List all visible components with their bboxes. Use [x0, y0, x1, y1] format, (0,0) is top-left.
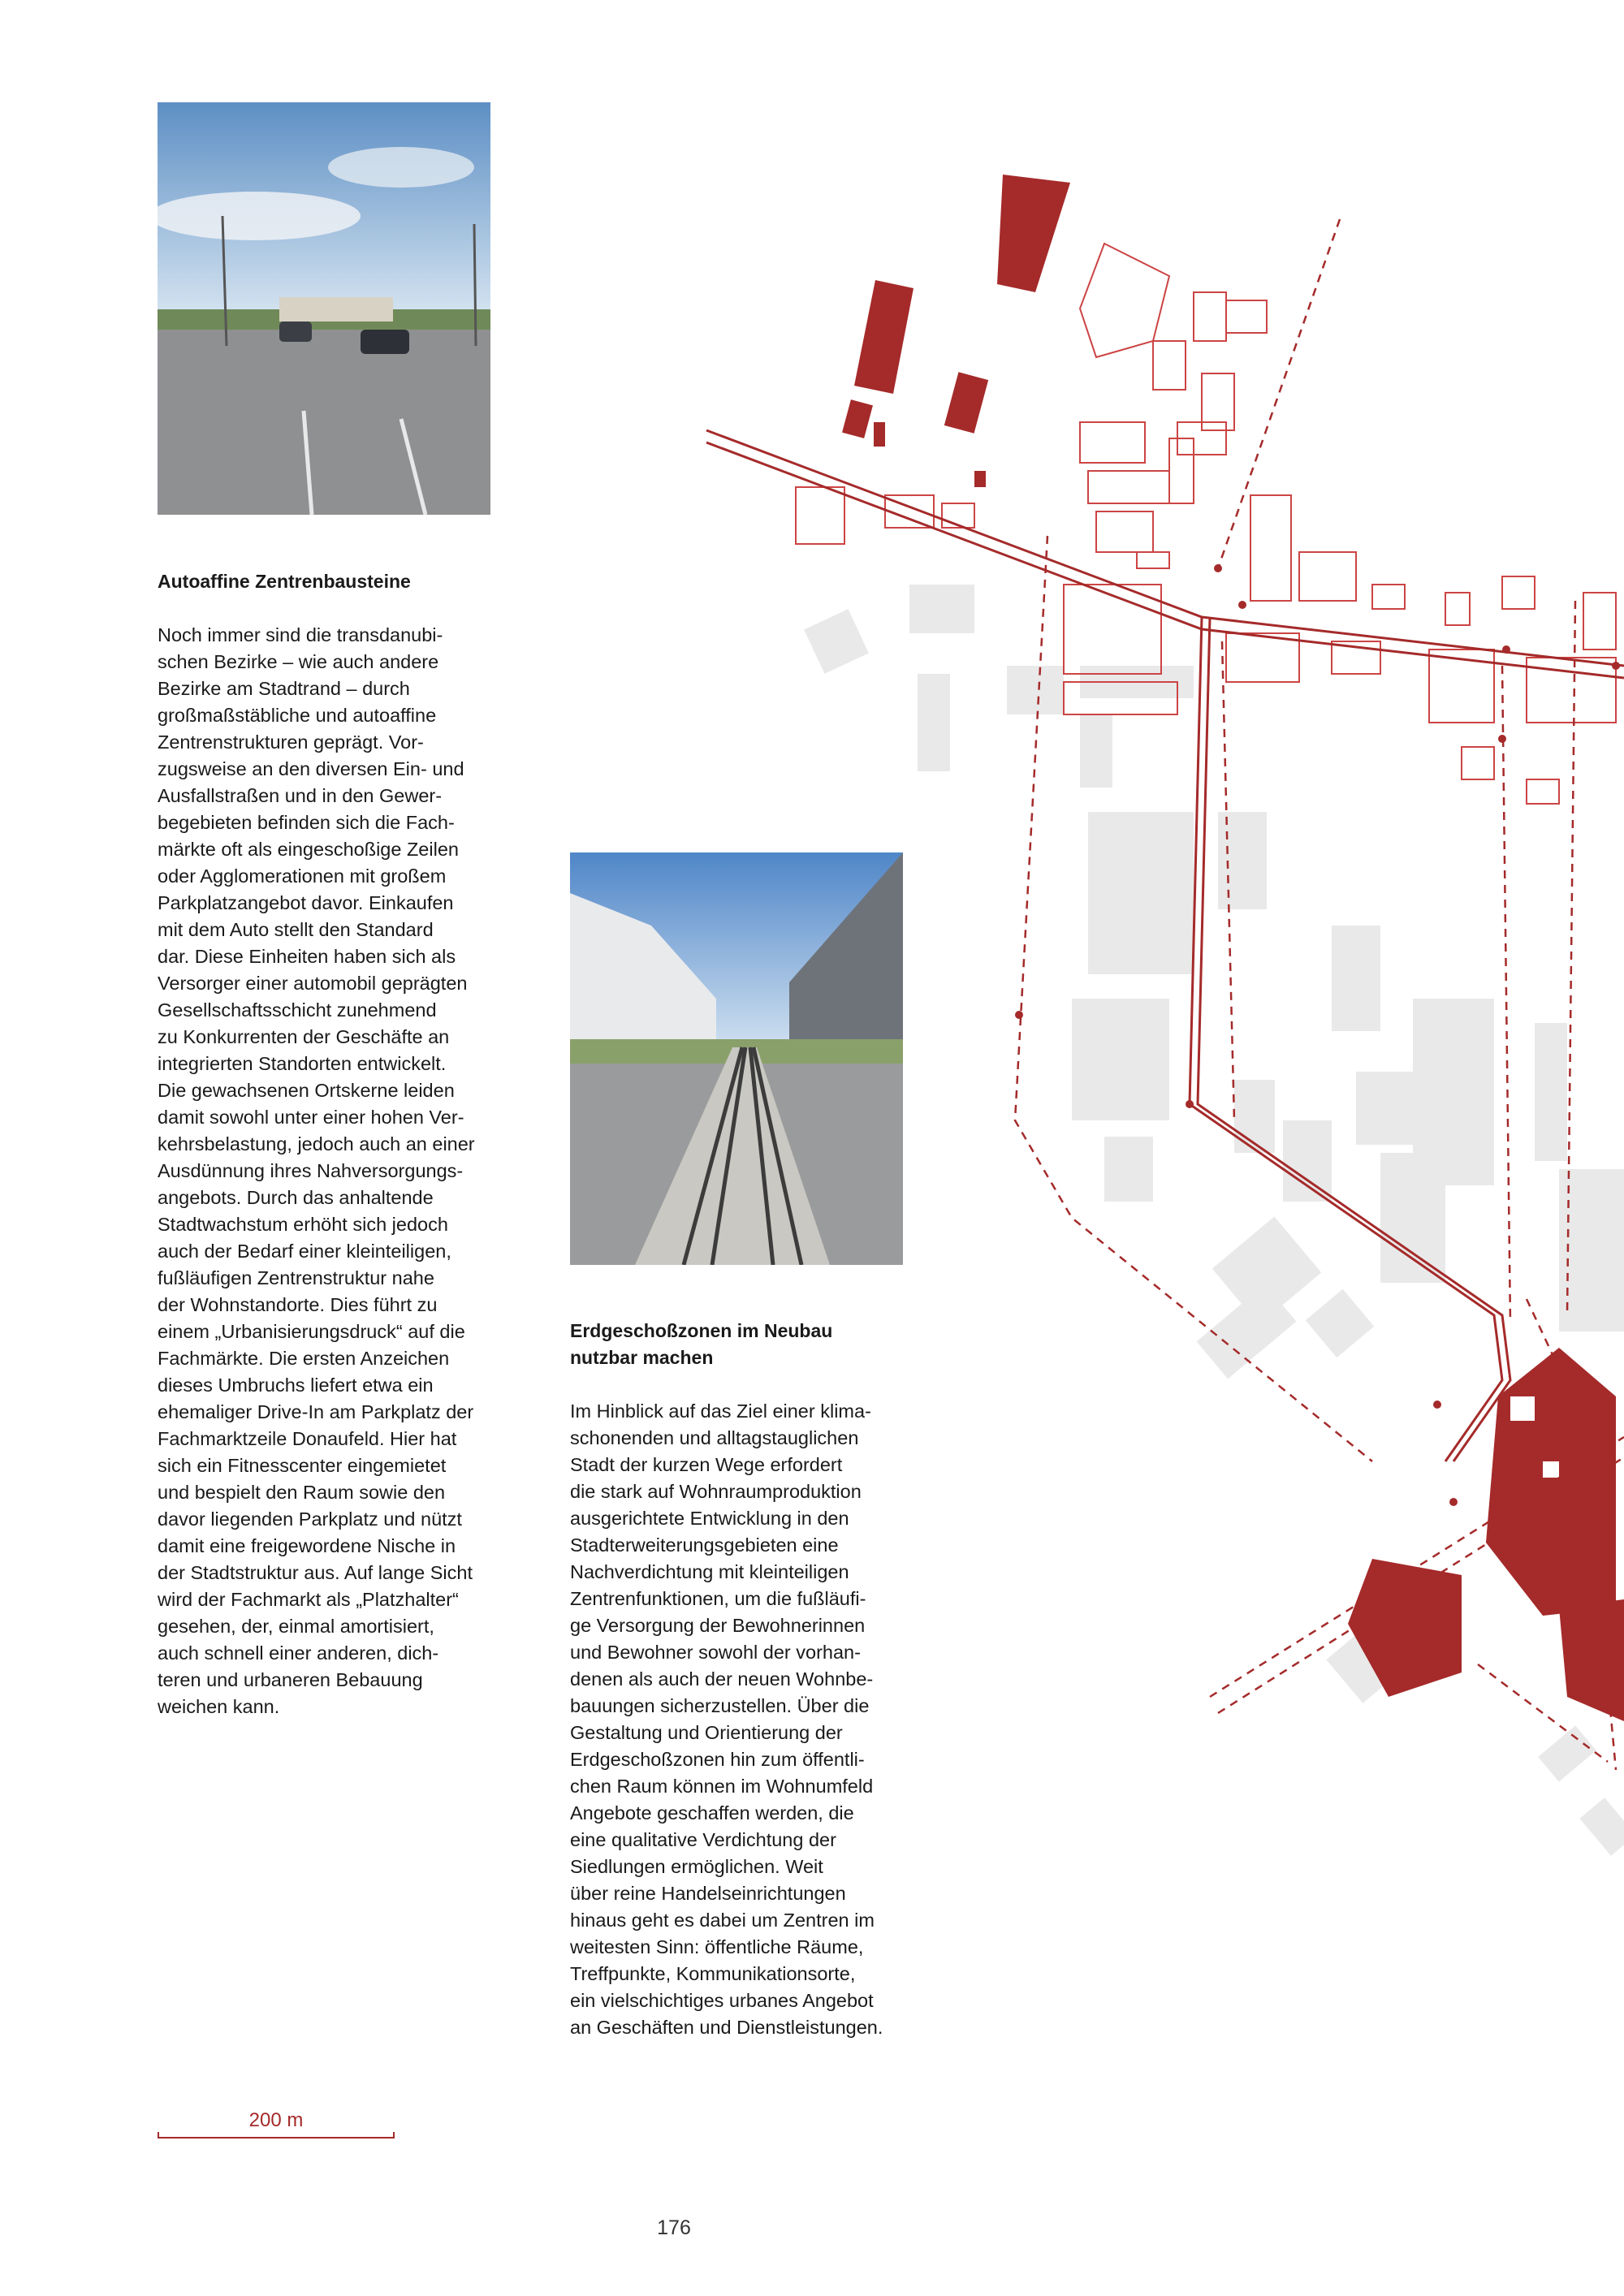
- body-text-erdgeschoss: Im Hinblick auf das Ziel einer klima- schonenden und alltagstauglichen Stadt der kurzen Wege erfordert die stark auf Wohnraumproduktion ausgerichtete Entwicklung in den Stadterweiterungsgebieten eine Nachverdichtung mit kleinteiligen Zentrenfunktionen, um die fußläufi- ge Versorgung der Bewohnerinnen und Bewohner sowohl der vorhan- denen als auch der neuen Wohnbe- bauungen sicherzustellen. Über die Gestaltung und Orientierung der Erdgeschoßzonen hin zum öffentli- chen Raum können im Wohnumfeld Angebote geschaffen werden, die eine qualitative Verdichtung der Siedlungen ermöglichen. Weit über reine Handelseinrichtungen hinaus geht es dabei um Zentren im weitesten Sinn: öffentliche Räume, Treffpunkte, Kommunikationsorte, ein vielschichtiges urbanes Angebot an Geschäften und Dienstleistungen.: [570, 1400, 883, 2038]
- map-dots: [1015, 564, 1620, 1506]
- section-heading-line-2: nutzbar machen: [570, 1347, 714, 1368]
- body-text-autoaffine: Noch immer sind die transdanubi- schen Bezirke – wie auch andere Bezirke am Stadtrand – durch großmaßstäbliche und autoaffine Zentrenstrukturen geprägt. Vor- zugsweise an den diversen Ein- und Ausfallstraßen und in den Gewer- begebieten befinden sich die Fach- märkte oft als eingeschoßige Zeilen oder Agglomerationen mit großem Parkplatzangebot davor. Einkaufen mit dem Auto stellt den Standard dar. Diese Einheiten haben sich als Versorger einer automobil geprägten Gesellschaftsschicht zunehmend zu Konkurrenten der Geschäfte an integrierten Standorten entwickelt. Die gewachsenen Ortskerne leiden damit sowohl unter einer hohen Ver- kehrsbelastung, jedoch auch an einer Ausdünnung ihres Nahversorgungs- angebots. Durch das anhaltende Stadtwachstum erhöht sich jedoch auch der Bedarf einer kleinteiligen, fußläufigen Zentrenstruktur nahe der Wohnstandorte. Dies führt zu einem „Urbanisierungsdruck“ auf die Fachmärkte. Die ersten Anzeichen dieses Umbruchs liefert etwa ein ehemaliger Drive-In am Parkplatz der Fachmarktzeile Donaufeld. Hier hat sich ein Fitnesscenter eingemietet und bespielt den Raum sowie den davor liegenden Parkplatz und nützt damit eine freigewordene Nische in der Stadtstruktur aus. Auf lange Sicht wird der Fachmarkt als „Platzhalter“ gesehen, der, einmal amortisiert, auch schnell einer anderen, dich- teren und urbaneren Bebauung weichen kann.: [158, 624, 475, 1717]
- page-number: 176: [657, 2216, 691, 2239]
- scale-bar-line: [158, 2137, 395, 2138]
- dashed-boundaries: [1015, 219, 1624, 1770]
- scale-bar-tick-left: [158, 2132, 159, 2138]
- scale-bar-label: 200 m: [248, 2109, 304, 2131]
- scale-bar-tick-right: [393, 2132, 395, 2138]
- section-heading-line-1: Erdgeschoßzonen im Neubau: [570, 1320, 833, 1341]
- section-heading-erdgeschoss: [570, 1318, 911, 1371]
- tram-street-photo: [570, 852, 903, 1265]
- red-buildings: [842, 175, 1624, 1721]
- outlined-buildings: [796, 244, 1616, 804]
- parking-lot-photo: [158, 102, 490, 515]
- section-heading-autoaffine: Autoaffine Zentrenbausteine: [158, 571, 411, 592]
